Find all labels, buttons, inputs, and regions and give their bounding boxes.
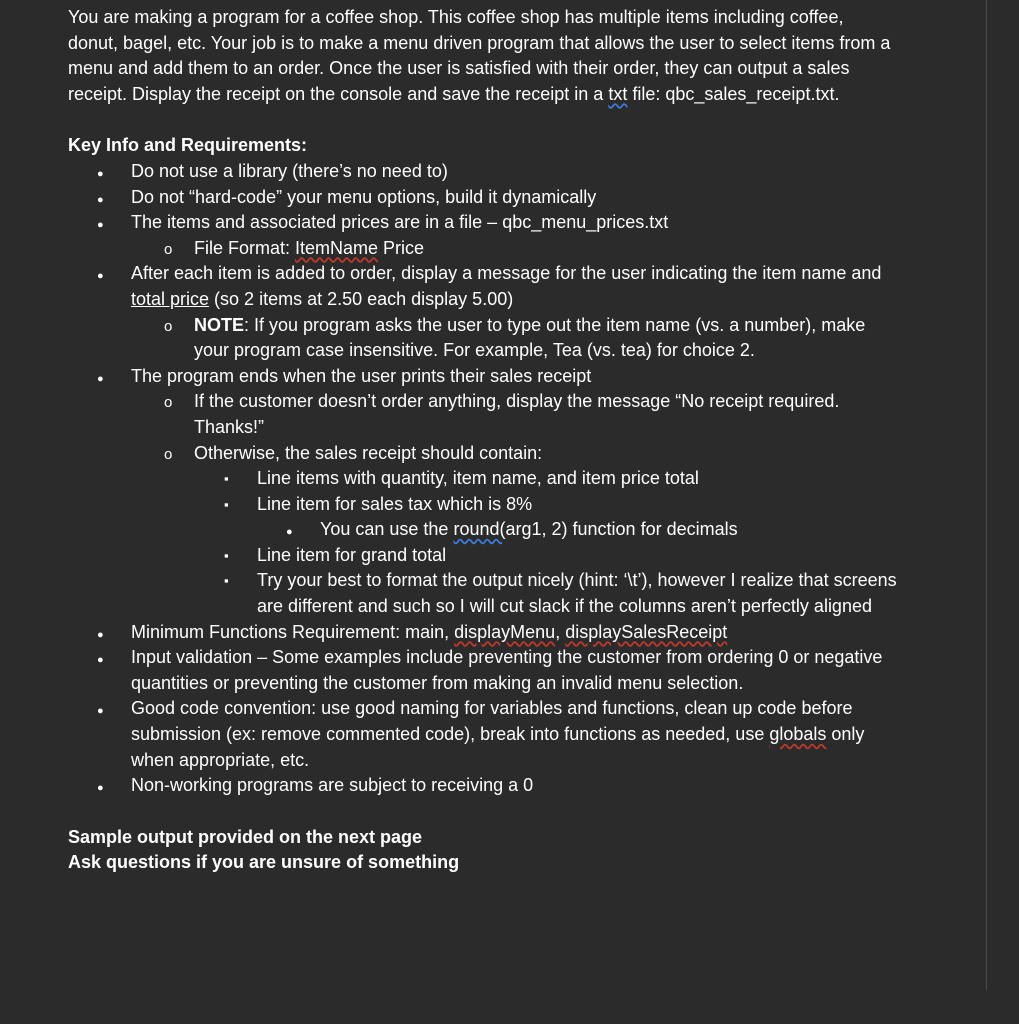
list-item	[68, 389, 898, 440]
circle-bullet-icon	[164, 313, 172, 340]
file-format-prefix: File Format:	[194, 237, 296, 258]
list-item	[68, 696, 898, 773]
requirements-heading: Key Info and Requirements:	[68, 135, 308, 156]
list-item-text: Line item for grand total	[257, 544, 447, 565]
file-format-itemname: ItemName	[295, 237, 379, 258]
list-item	[68, 185, 898, 211]
list-item-text: The items and associated prices are in a file – qbc_menu_prices.txt	[131, 212, 669, 233]
square-bullet-icon	[224, 543, 229, 570]
list-item	[68, 159, 898, 185]
bullet-icon	[97, 620, 104, 649]
list-item-text: Otherwise, the sales receipt should contain:	[194, 442, 543, 463]
list-item	[68, 364, 898, 390]
bullet-icon	[97, 645, 104, 674]
list-item-text: Line item for sales tax which is 8%	[257, 493, 533, 514]
display-menu-function: displayMenu	[454, 621, 556, 642]
list-item-text: If the customer doesn’t order anything, display the message “No receipt required. Thanks!”	[194, 391, 840, 437]
list-item-text: Input validation – Some examples include preventing the customer from ordering 0 or negative quantities or preventing the customer from making an invalid menu selection.	[131, 647, 883, 693]
round-text-b: arg1, 2) function for decimals	[505, 519, 738, 540]
list-item-text: Do not “hard-code” your menu options, build it dynamically	[131, 186, 597, 207]
circle-bullet-icon	[164, 441, 172, 468]
list-item	[68, 236, 898, 262]
list-item	[68, 568, 898, 619]
bullet-icon	[286, 517, 293, 546]
intro-txt-word: txt	[608, 83, 628, 104]
globals-word: globals	[769, 724, 827, 745]
bullet-icon	[97, 261, 104, 290]
list-item	[68, 645, 898, 696]
bullet-icon	[97, 210, 104, 239]
code-convention-text-b: only when appropriate, etc.	[131, 724, 865, 770]
list-item-text: The program ends when the user prints their sales receipt	[131, 365, 592, 386]
min-functions-separator: ,	[555, 621, 566, 642]
intro-end-text: file: qbc_sales_receipt.txt.	[627, 83, 840, 104]
sample-output-note: Sample output provided on the next page	[68, 826, 423, 847]
intro-text: You are making a program for a coffee shop. This coffee shop has multiple items including coffee, donut, bagel, etc. Your job is to make a menu driven program that allows the user to select items from a menu and add them to an order. Once the user is satisfied with their order, they can output a sales receipt. Display the receipt on the console and save the receipt in a	[68, 7, 891, 104]
bullet-icon	[97, 773, 104, 802]
after-item-text-b: (so 2 items at 2.50 each display 5.00)	[209, 288, 514, 309]
closing-notes	[68, 825, 898, 876]
list-item	[68, 441, 898, 467]
list-item	[68, 492, 898, 518]
bullet-icon	[97, 159, 104, 188]
bullet-icon	[97, 185, 104, 214]
square-bullet-icon	[224, 466, 229, 493]
list-item-text: Try your best to format the output nicely (hint: ‘\t’), however I realize that screens are different and such so I will cut slack if the columns aren’t perfectly aligned	[257, 570, 897, 617]
after-item-text-a: After each item is added to order, display a message for the user indicating the item name and	[131, 263, 882, 284]
display-sales-receipt-function: displaySalesReceipt	[565, 621, 728, 642]
file-format-suffix: Price	[378, 237, 425, 258]
bullet-icon	[97, 696, 104, 725]
list-item	[68, 543, 898, 569]
list-item	[68, 620, 898, 646]
circle-bullet-icon	[164, 389, 172, 416]
note-text: : If you program asks the user to type out the item name (vs. a number), make your program case insensitive. For example, Tea (vs. tea) for choice 2.	[194, 314, 866, 361]
square-bullet-icon	[224, 568, 229, 595]
list-item	[68, 517, 898, 543]
bullet-icon	[97, 364, 104, 393]
list-item-text: Line items with quantity, item name, and item price total	[257, 468, 699, 489]
requirements-list	[68, 159, 898, 799]
document-content	[68, 5, 898, 876]
code-convention-text-a: Good code convention: use good naming for variables and functions, clean up code before submission (ex: remove commented code), break into functions as needed, use	[131, 698, 853, 745]
list-item-text: Do not use a library (there’s no need to)	[131, 160, 448, 181]
square-bullet-icon	[224, 492, 229, 519]
circle-bullet-icon	[164, 236, 172, 263]
round-text-a: You can use the	[320, 519, 454, 540]
total-price-underlined: total price	[131, 288, 210, 309]
min-functions-text: Minimum Functions Requirement: main,	[131, 621, 455, 642]
questions-note: Ask questions if you are unsure of something	[68, 852, 460, 873]
list-item	[68, 466, 898, 492]
intro-paragraph	[68, 5, 898, 107]
round-function: round(	[453, 519, 506, 540]
list-item	[68, 210, 898, 236]
list-item	[68, 313, 898, 364]
note-label: NOTE	[194, 314, 245, 335]
list-item	[68, 773, 898, 799]
list-item	[68, 261, 898, 312]
list-item-text: Non-working programs are subject to receiving a 0	[131, 775, 534, 796]
